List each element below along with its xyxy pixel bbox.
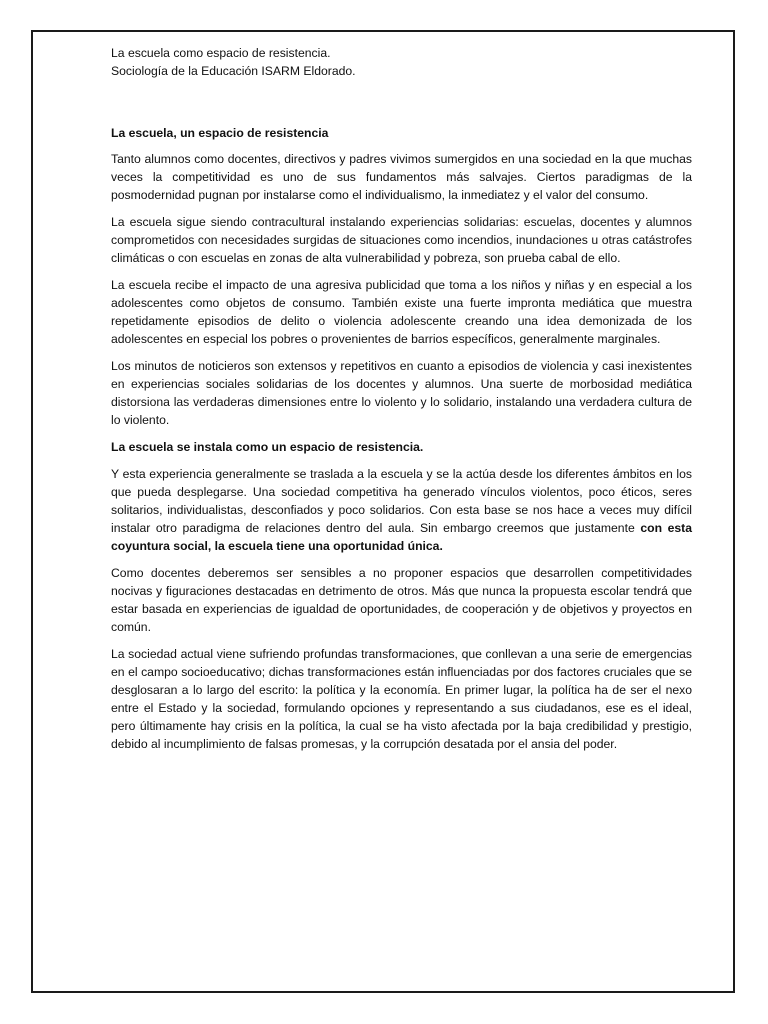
paragraph-3: La escuela recibe el impacto de una agresiva publicidad que toma a los niños y niñas y en especial a los adolescentes como objetos de consumo. También existe una fuerte impronta mediática que muestra repetidamente episodios de delito o violencia adolescente creando una idea demonizada de los adolescentes en especial los pobres o provenientes de barrios específicos, generalmente marginales.: [111, 278, 692, 346]
paragraph-5-bold: con esta coyuntura social, la escuela tiene una oportunidad única.: [111, 521, 692, 553]
paragraph-2: La escuela sigue siendo contracultural instalando experiencias solidarias: escuelas, docentes y alumnos comprometidos con necesidades surgidas de situaciones como incendios, inundaciones u otras catástrofes climáticas o con escuelas en zonas de alta vulnerabilidad y pobreza, son prueba cabal de ello.: [111, 215, 692, 265]
document-page: [31, 30, 735, 993]
paragraph-1: Tanto alumnos como docentes, directivos y padres vivimos sumergidos en una sociedad en la que muchas veces la competitividad es uno de sus fundamentos más salvajes. Ciertos paradigmas de la posmodernidad pugnan por instalarse como el individualismo, la inmediatez y el valor del consumo.: [111, 152, 692, 202]
header-line-1: La escuela como espacio de resistencia.: [111, 46, 331, 60]
paragraph-5-text: Y esta experiencia generalmente se traslada a la escuela y se la actúa desde los diferentes ámbitos en los que pueda desplegarse. Una sociedad competitiva ha generado vínculos violentos, poco éticos, seres solitarios, individualistas, desconfiados y poco solidarios. Con esta base se nos hace a veces muy difícil instalar otro paradigma de relaciones dentro del aula. Sin embargo creemos que justamente: [111, 467, 692, 535]
document-title: La escuela, un espacio de resistencia: [111, 126, 329, 140]
paragraph-4: Los minutos de noticieros son extensos y repetitivos en cuanto a episodios de violencia y casi inexistentes en experiencias sociales solidarias de los docentes y alumnos. Una suerte de morbosidad mediática distorsiona las verdaderas dimensiones entre lo violento y lo solidario, instalando una verdadera cultura de lo violento.: [111, 359, 692, 427]
header-line-2: Sociología de la Educación ISARM Eldorado.: [111, 64, 356, 78]
document-body: [111, 44, 692, 762]
paragraph-7: La sociedad actual viene sufriendo profundas transformaciones, que conllevan a una serie de emergencias en el campo socioeducativo; dichas transformaciones están influenciadas por dos factores cruciales que se desglosaran a lo largo del escrito: la política y la economía. En primer lugar, la política ha de ser el nexo entre el Estado y la sociedad, formulando opciones y representando a sus ciudadanos, ese es el ideal, pero últimamente hay crisis en la política, la cual se ha visto afectada por la baja credibilidad y prestigio, debido al incumplimiento de falsas promesas, y la corrupción desatada por el ansia del poder.: [111, 647, 692, 751]
paragraph-5: [111, 465, 692, 555]
paragraph-6: Como docentes deberemos ser sensibles a no proponer espacios que desarrollen competitividades nocivas y figuraciones destacadas en detrimento de otros. Más que nunca la propuesta escolar tendrá que estar basada en experiencias de igualdad de oportunidades, de cooperación y de objetivos y proyectos en común.: [111, 566, 692, 634]
section-subheading: La escuela se instala como un espacio de resistencia.: [111, 440, 424, 454]
